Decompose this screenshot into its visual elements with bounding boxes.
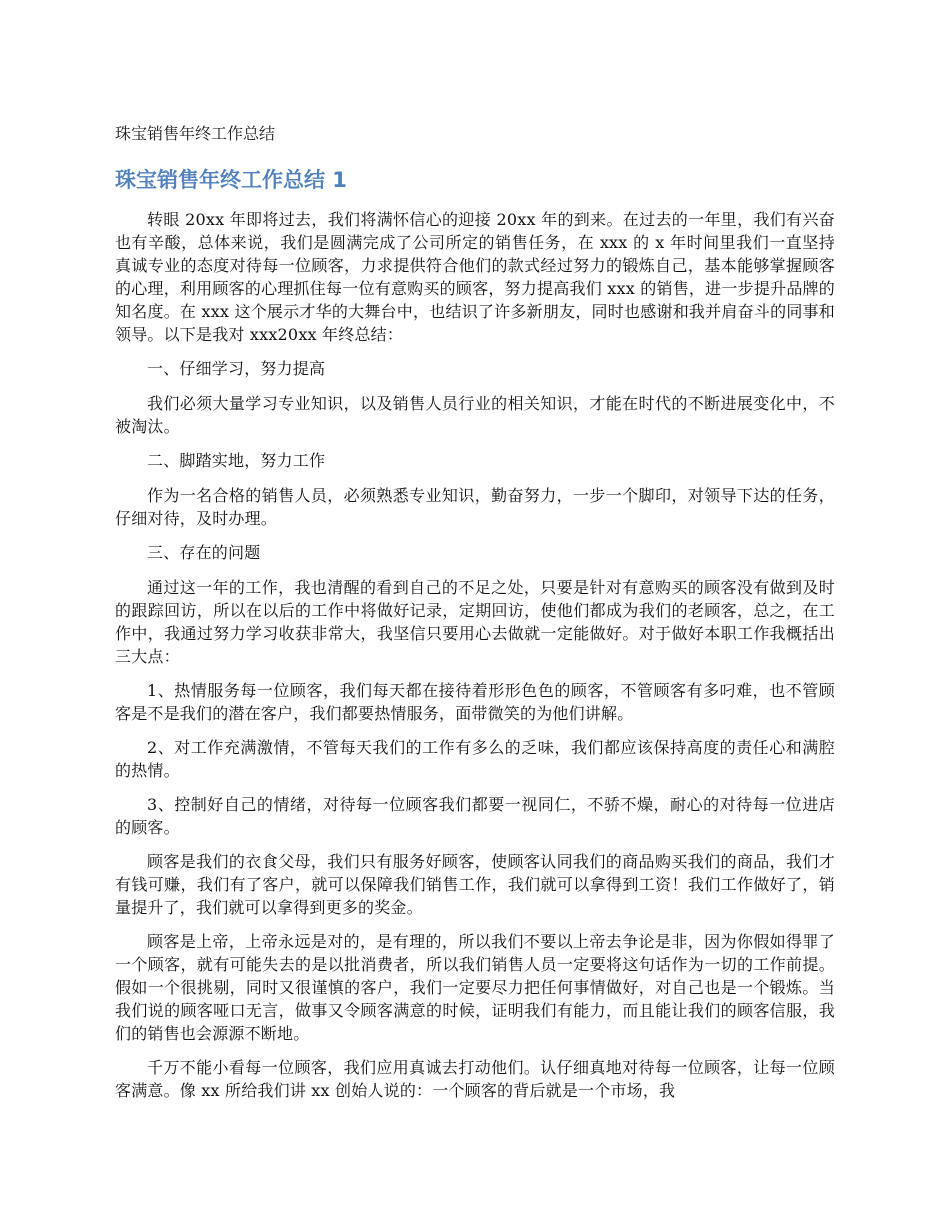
paragraph: 顾客是我们的衣食父母，我们只有服务好顾客，使顾客认同我们的商品购买我们的商品，我们才有钱可赚，我们有了客户，就可以保障我们销售工作，我们就可以拿得到工资！我们工作做好了，销量提升了，我们就可以拿得到更多的奖金。: [115, 852, 835, 917]
list-item-3: 3、控制好自己的情绪，对待每一位顾客我们都要一视同仁，不骄不燥，耐心的对待每一位进店的顾客。: [115, 795, 835, 837]
paragraph: 我们必须大量学习专业知识，以及销售人员行业的相关知识，才能在时代的不断进展变化中，不被淘汰。: [115, 394, 835, 436]
paragraph: 通过这一年的工作，我也清醒的看到自己的不足之处，只要是针对有意购买的顾客没有做到及时的跟踪回访，所以在以后的工作中将做好记录，定期回访，使他们都成为我们的老顾客，总之，在工作中，我通过努力学习收获非常大，我坚信只要用心去做就一定能做好。对于做好本职工作我概括出三大点：: [115, 578, 835, 666]
section-title-1: 一、仔细学习，努力提高: [147, 359, 326, 378]
list-item-1: 1、热情服务每一位顾客，我们每天都在接待着形形色色的顾客，不管顾客有多叼难，也不管顾客是不是我们的潜在客户，我们都要热情服务，面带微笑的为他们讲解。: [115, 681, 835, 723]
list-item-2: 2、对工作充满激情，不管每天我们的工作有多么的乏味，我们都应该保持高度的责任心和满腔的热情。: [115, 738, 835, 780]
paragraph: 顾客是上帝，上帝永远是对的，是有理的，所以我们不要以上帝去争论是非，因为你假如得罪了一个顾客，就有可能失去的是以批消费者，所以我们销售人员一定要将这句话作为一切的工作前提。假如一个很挑剔，同时又很谨慎的客户，我们一定要尽力把任何事情做好，对自己也是一个锻炼。当我们说的顾客哑口无言，做事又令顾客满意的时候，证明我们有能力，而且能让我们的顾客信服，我们的销售也会源源不断地。: [115, 932, 835, 1043]
document-title: 珠宝销售年终工作总结: [115, 124, 276, 143]
paragraph: 作为一名合格的销售人员，必须熟悉专业知识，勤奋努力，一步一个脚印，对领导下达的任务，仔细对待，及时办理。: [115, 486, 835, 528]
section-title-3: 三、存在的问题: [147, 543, 261, 562]
section-heading: 珠宝销售年终工作总结 1: [115, 168, 347, 192]
paragraph: 千万不能小看每一位顾客，我们应用真诚去打动他们。认仔细真地对待每一位顾客，让每一位顾客满意。像 xx 所给我们讲 xx 创始人说的：一个顾客的背后就是一个市场，我: [115, 1058, 835, 1100]
section-title-2: 二、脚踏实地，努力工作: [147, 451, 326, 470]
paragraph-intro: 转眼 20xx 年即将过去，我们将满怀信心的迎接 20xx 年的到来。在过去的一年里，我们有兴奋也有辛酸，总体来说，我们是圆满完成了公司所定的销售任务，在 xxx 的 x 年时间里我们一直坚持真诚专业的态度对待每一位顾客，力求提供符合他们的款式经过努力的锻炼自己，基本能够掌握顾客的心理，利用顾客的心理抓住每一位有意购买的顾客，努力提高我们 xxx 的销售，进一步提升品牌的知名度。在 xxx 这个展示才华的大舞台中，也结识了许多新朋友，同时也感谢和我并肩奋斗的同事和领导。以下是我对 xxx20xx 年终总结：: [115, 210, 835, 344]
